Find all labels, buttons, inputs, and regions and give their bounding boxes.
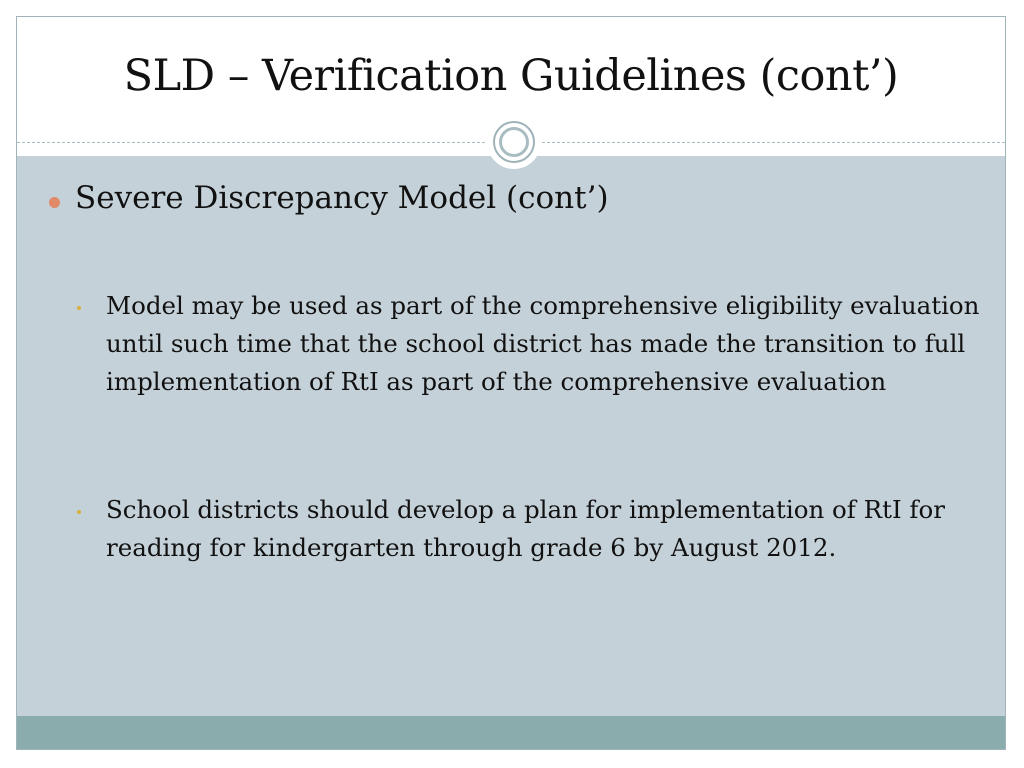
bullet-dot-icon: [77, 510, 81, 514]
footer-band: [17, 716, 1005, 750]
bullet-dot-icon: [49, 197, 60, 208]
slide-title: SLD – Verification Guidelines (cont’): [123, 51, 899, 101]
slide: [16, 16, 1006, 750]
level2-bullet-text: School districts should develop a plan for implementation of RtI for reading for kindergarten through grade 6 by August 2012.: [106, 495, 945, 562]
circle-ornament-icon: [487, 115, 541, 169]
level1-bullet-text: Severe Discrepancy Model (cont’): [75, 180, 609, 216]
content-area: [17, 156, 1005, 716]
level2-bullet-text: Model may be used as part of the comprehensive eligibility evaluation until such time that the school district has made the transition to full implementation of RtI as part of the comprehensive evaluation: [106, 291, 980, 396]
bullet-dot-icon: [77, 306, 81, 310]
